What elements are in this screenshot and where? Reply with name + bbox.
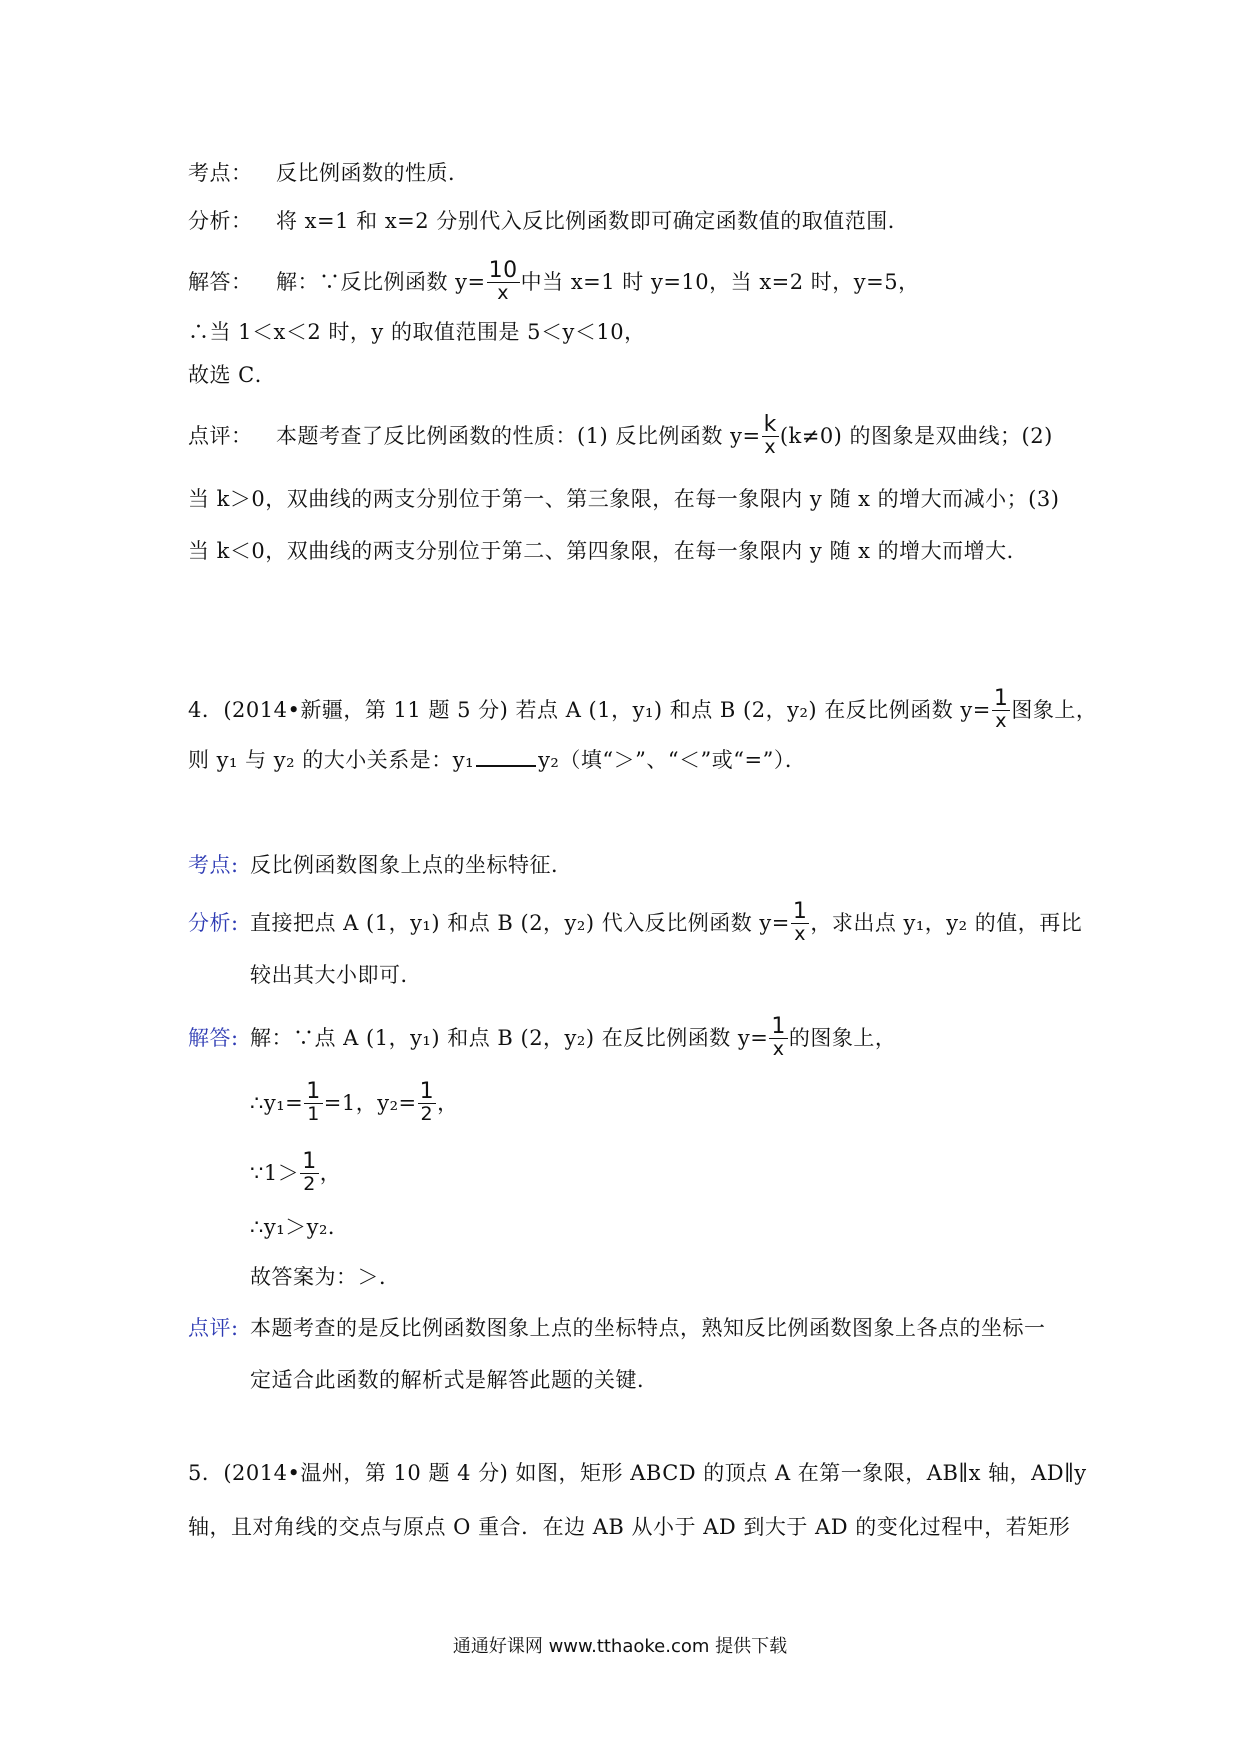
fenxi-label: 分析： [188,209,253,233]
fraction-numerator: 1 [306,1079,321,1104]
dianping-label: 点评： [188,424,253,448]
dianping-post: (k≠0) 的图象是双曲线；(2) [779,424,1053,448]
q3-kaodian [188,158,470,188]
page-footer: 通通好课网 www.tthaoke.com 提供下载 [452,1636,788,1657]
q4-step3: ∴y₁＞y₂． [250,1215,350,1239]
fraction [304,1081,323,1124]
step2-b: ， [319,1161,342,1185]
fraction-numerator: 1 [419,1079,435,1104]
fraction-numerator: 10 [488,258,518,283]
fraction [418,1081,437,1124]
q4-stem-post: 图象上， [1011,698,1098,722]
jieda-label: 解答: [188,1026,239,1050]
q5-line1: 5．(2014•温州，第 10 题 4 分) 如图，矩形 ABCD 的顶点 A 在第一象限，AB∥x 轴，AD∥y [188,1461,1087,1485]
q4-fenxi [188,899,1083,946]
kaodian-text: 反比例函数的性质． [276,161,470,185]
step1-c: ， [437,1091,459,1115]
q4-answer: 故答案为：＞． [250,1265,401,1289]
fraction-numerator: k [763,412,777,437]
fraction [300,1151,319,1194]
fenxi-pre: 直接把点 A (1，y₁) 和点 B (2，y₂) 代入反比例函数 y= [250,911,790,935]
fraction-denominator: x [794,923,806,945]
q3-dianping-line3: 当 k＜0，双曲线的两支分别位于第二、第四象限，在每一象限内 y 随 x 的增大而增大． [188,539,1029,563]
kaodian-text: 反比例函数图象上点的坐标特征． [250,853,573,877]
q3-choice: 故选 C． [188,363,277,387]
q4-stem-line2-post: y₂（填“＞”、“＜”或“=”）． [538,748,807,772]
q3-fenxi [188,206,909,236]
fraction-denominator: x [772,1038,785,1060]
step1-a: ∴y₁= [250,1091,304,1115]
q4-jieda [188,1014,897,1061]
jieda-post: 的图象上， [788,1026,897,1050]
q4-dianping-line2: 定适合此函数的解析式是解答此题的关键． [250,1368,659,1392]
fraction [487,260,520,303]
fraction-denominator: x [764,436,777,458]
q4-kaodian [188,850,573,880]
dianping-pre: 本题考查了反比例函数的性质：(1) 反比例函数 y= [276,424,761,448]
fraction-numerator: 1 [993,686,1009,711]
q4-stem-line2-pre: 则 y₁ 与 y₂ 的大小关系是：y₁ [188,748,475,772]
q3-dianping [188,412,1053,459]
fenxi-text: 将 x=1 和 x=2 分别代入反比例函数即可确定函数值的取值范围． [276,209,910,233]
q3-conclusion: ∴当 1＜x＜2 时，y 的取值范围是 5＜y＜10， [188,320,646,344]
fraction-denominator: x [497,282,510,304]
jieda-pre: 解：∵反比例函数 y= [276,270,486,294]
q4-fenxi-line2: 较出其大小即可． [250,963,422,987]
dianping-label: 点评: [188,1316,239,1340]
fraction-numerator: 1 [302,1149,317,1174]
q4-stem-pre: 4．(2014•新疆，第 11 题 5 分) 若点 A (1，y₁) 和点 B (2，y₂) 在反比例函数 y= [188,698,991,722]
answer-blank [476,765,536,767]
kaodian-label: 考点: [188,853,239,877]
fenxi-post: ，求出点 y₁，y₂ 的值，再比 [810,911,1083,935]
fraction [762,414,779,457]
step1-b: =1，y₂= [323,1091,417,1115]
kaodian-label: 考点： [188,161,253,185]
fraction-denominator: x [995,710,1008,732]
q3-jieda [188,258,920,305]
jieda-label: 解答： [188,270,253,294]
jieda-pre: 解：∵点 A (1，y₁) 和点 B (2，y₂) 在反比例函数 y= [250,1026,769,1050]
fraction-denominator: 1 [307,1103,320,1125]
dianping-line1: 本题考查的是反比例函数图象上点的坐标特点，熟知反比例函数图象上各点的坐标一 [250,1316,1046,1340]
q4-stem [188,686,1098,733]
fraction [992,688,1011,731]
jieda-post: 中当 x=1 时 y=10，当 x=2 时，y=5， [520,270,920,294]
q5-line2: 轴，且对角线的交点与原点 O 重合．在边 AB 从小于 AD 到大于 AD 的变化过程中，若矩形 [188,1515,1071,1539]
q4-step1 [250,1079,459,1126]
q4-stem-line2 [188,745,806,775]
fraction [791,901,810,944]
fenxi-label: 分析: [188,911,239,935]
fraction-denominator: 2 [303,1173,316,1195]
fraction-denominator: 2 [420,1103,434,1125]
q3-dianping-line2: 当 k＞0，双曲线的两支分别位于第一、第三象限，在每一象限内 y 随 x 的增大而减小；(3) [188,487,1060,511]
step2-a: ∵1＞ [250,1161,300,1185]
q4-step2 [250,1149,342,1196]
fraction-numerator: 1 [771,1014,786,1039]
fraction [769,1016,788,1059]
fraction-numerator: 1 [792,899,808,924]
q4-dianping [188,1313,1046,1343]
